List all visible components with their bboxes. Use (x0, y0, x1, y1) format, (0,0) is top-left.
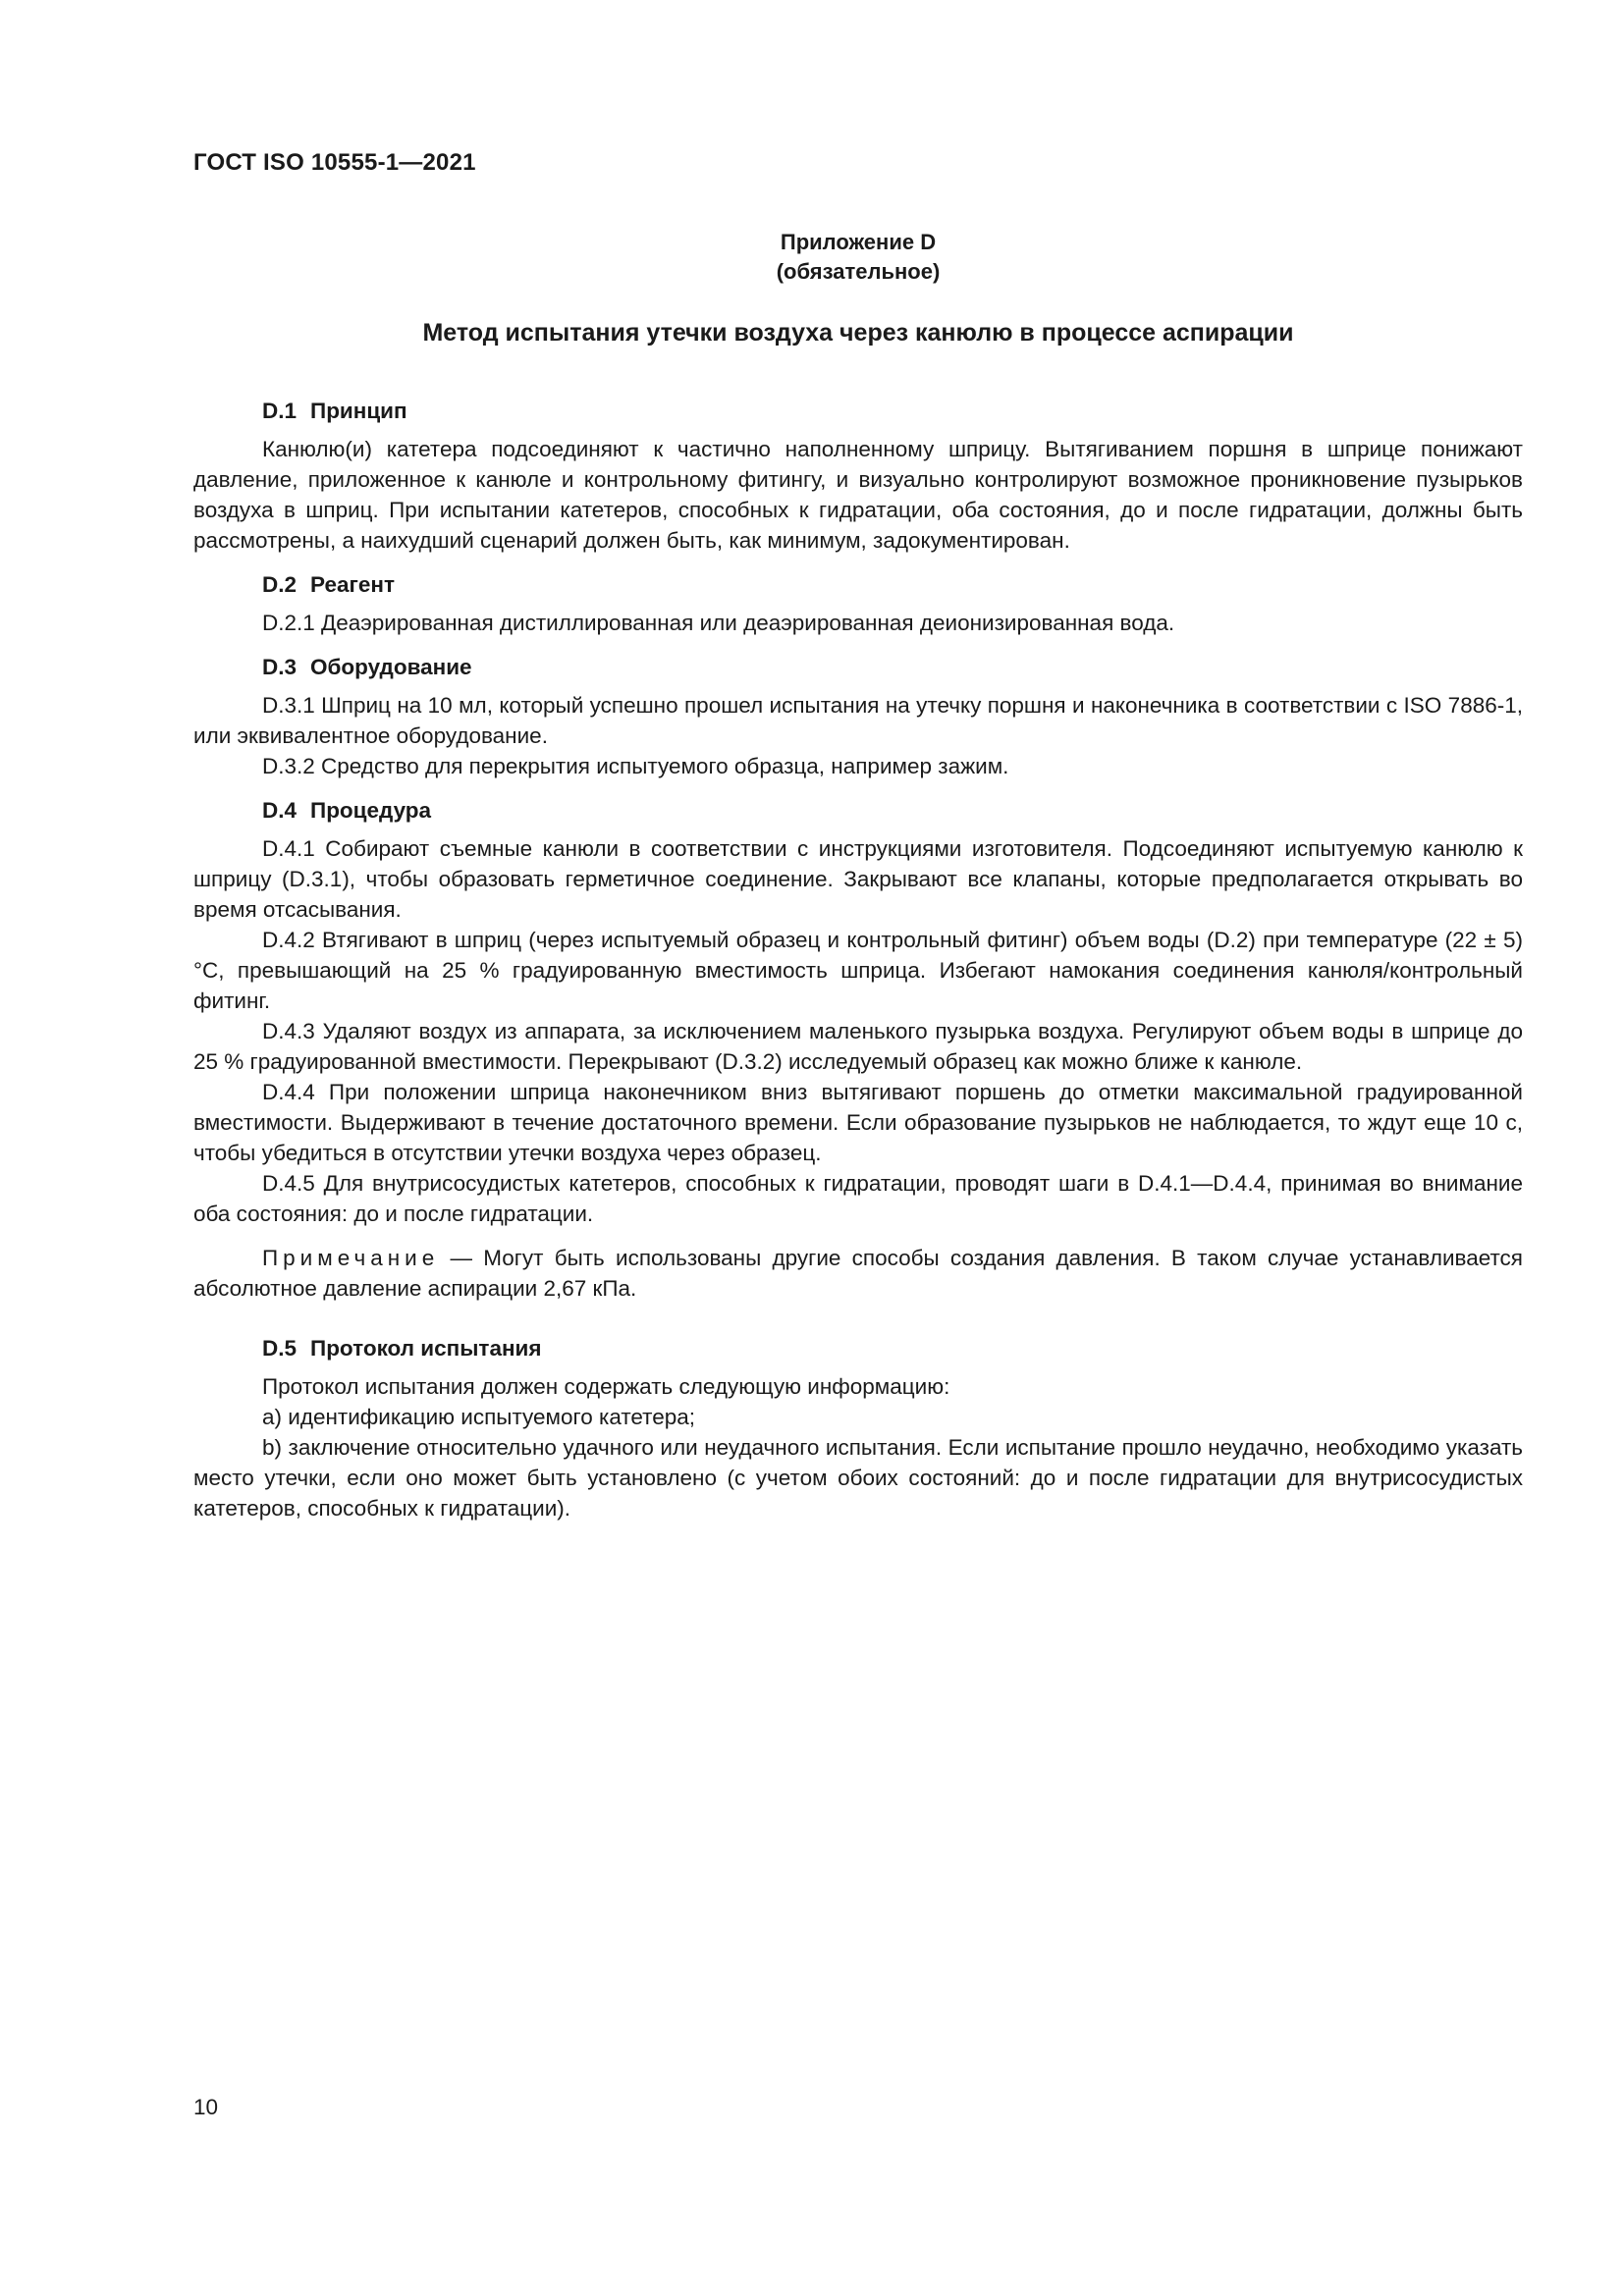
section-number: D.4 (262, 798, 298, 823)
section-title: Процедура (310, 798, 432, 823)
section-heading-d5 (193, 1333, 1523, 1363)
note-label: Примечание (262, 1246, 440, 1270)
section-heading-d3 (193, 652, 1523, 682)
paragraph-d4-5: D.4.5 Для внутрисосудистых катетеров, способных к гидратации, проводят шаги в D.4.1—D.4.4, принимая во внимание оба состояния: до и после гидратации. (193, 1171, 1523, 1226)
section-number: D.2 (262, 572, 298, 597)
paragraph-d3-1: D.3.1 Шприц на 10 мл, который успешно прошел испытания на утечку поршня и наконечника в соответствии с ISO 7886-1, или эквивалентное оборудование. (193, 693, 1523, 748)
paragraph-d2-1: D.2.1 Деаэрированная дистиллированная или деаэрированная деионизированная вода. (262, 611, 1175, 635)
section-title: Оборудование (310, 655, 472, 679)
section-title: Реагент (310, 572, 395, 597)
paragraph-d4-3: D.4.3 Удаляют воздух из аппарата, за исключением маленького пузырька воздуха. Регулируют объем воды в шприце до 25 % градуированной вместимости. Перекрывают (D.3.2) исследуемый образец как можно ближе к канюле. (193, 1019, 1523, 1074)
page-number: 10 (193, 2095, 219, 2119)
section-title: Протокол испытания (310, 1336, 542, 1361)
list-item-a: а) идентификацию испытуемого катетера; (262, 1405, 696, 1429)
annex-header (193, 228, 1523, 287)
section-heading-d4 (193, 795, 1523, 826)
paragraph-d3-2: D.3.2 Средство для перекрытия испытуемого образца, например зажим. (262, 754, 1009, 778)
list-item-b: b) заключение относительно удачного или неудачного испытания. Если испытание прошло неудачно, необходимо указать место утечки, если оно может быть установлено (с учетом обоих состояний: до и после гидратации для внутрисосудистых катетеров, способных к гидратации). (193, 1435, 1523, 1521)
section-heading-d2 (193, 569, 1523, 600)
section-title: Принцип (310, 399, 407, 423)
paragraph-d5-1: Протокол испытания должен содержать следующую информацию: (262, 1374, 950, 1399)
section-number: D.3 (262, 655, 298, 679)
paragraph-d4-4: D.4.4 При положении шприца наконечником вниз вытягивают поршень до отметки максимальной градуированной вместимости. Выдерживают в течение достаточного времени. Если образование пузырьков не наблюдается, то ждут еще 10 с, чтобы убедиться в отсутствии утечки воздуха через образец. (193, 1080, 1523, 1165)
note-text: — Могут быть использованы другие способы создания давления. В таком случае устанавливается абсолютное давление аспирации 2,67 кПа. (193, 1246, 1523, 1301)
annex-label: Приложение D (780, 230, 937, 254)
paragraph-d1-principle: Канюлю(и) катетера подсоединяют к частично наполненному шприцу. Вытягиванием поршня в шприце понижают давление, приложенное к канюле и контрольному фитингу, и визуально контролируют возможное проникновение пузырьков воздуха в шприц. При испытании катетеров, способных к гидратации, оба состояния, до и после гидратации, должны быть рассмотрены, а наихудший сценарий должен быть, как минимум, задокументирован. (193, 437, 1523, 553)
document-body (193, 396, 1523, 1523)
standard-id: ГОСТ ISO 10555-1—2021 (193, 149, 476, 176)
section-number: D.5 (262, 1336, 298, 1361)
annex-status: (обязательное) (776, 259, 941, 284)
paragraph-d4-2: D.4.2 Втягивают в шприц (через испытуемый образец и контрольный фитинг) объем воды (D.2) при температуре (22 ± 5) °С, превышающий на 25 % градуированную вместимость шприца. Избегают намокания соединения канюля/контрольный фитинг. (193, 928, 1523, 1013)
section-number: D.1 (262, 399, 298, 423)
annex-title: Метод испытания утечки воздуха через канюлю в процессе аспирации (422, 319, 1294, 347)
note-paragraph (193, 1243, 1523, 1304)
section-heading-d1 (193, 396, 1523, 426)
paragraph-d4-1: D.4.1 Собирают съемные канюли в соответствии с инструкциями изготовителя. Подсоединяют испытуемую канюлю к шприцу (D.3.1), чтобы образовать герметичное соединение. Закрывают все клапаны, которые предполагается открывать во время отсасывания. (193, 836, 1523, 922)
